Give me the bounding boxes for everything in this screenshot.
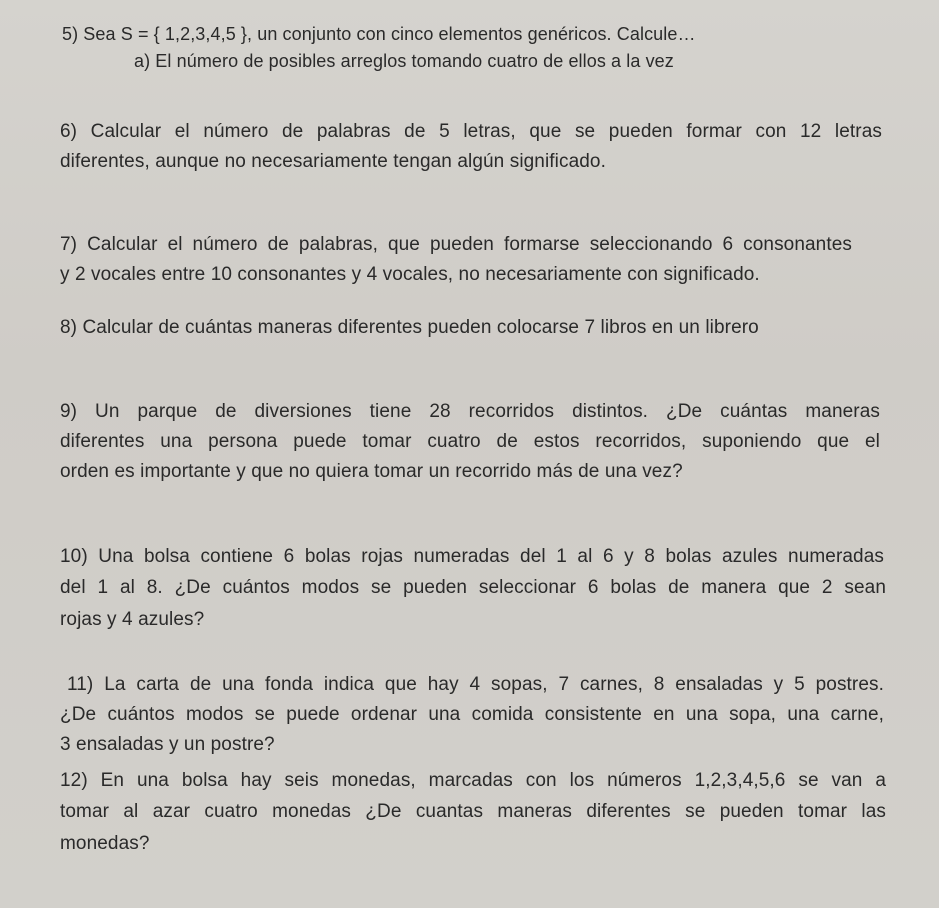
- exercise-9-line-2: diferentes una persona puede tomar cuatro de estos recorridos, suponiendo que el: [60, 431, 880, 452]
- exercise-7-line-1: 7) Calcular el número de palabras, que pueden formarse seleccionando 6 consonantes: [60, 234, 852, 255]
- exercise-11-line-1: 11) La carta de una fonda indica que hay 4 sopas, 7 carnes, 8 ensaladas y 5 postres.: [67, 674, 884, 695]
- exercise-11-line-3: 3 ensaladas y un postre?: [60, 734, 275, 755]
- exercise-12-line-1: 12) En una bolsa hay seis monedas, marcadas con los números 1,2,3,4,5,6 se van a: [60, 770, 886, 791]
- exercise-10-line-3: rojas y 4 azules?: [60, 609, 205, 630]
- exercise-8-line-1: 8) Calcular de cuántas maneras diferentes pueden colocarse 7 libros en un librero: [60, 317, 759, 338]
- exercise-6-line-2: diferentes, aunque no necesariamente tengan algún significado.: [60, 151, 606, 172]
- exercise-7-line-2: y 2 vocales entre 10 consonantes y 4 vocales, no necesariamente con significado.: [60, 264, 760, 285]
- exercise-9-line-3: orden es importante y que no quiera tomar un recorrido más de una vez?: [60, 461, 683, 482]
- exercise-12-line-3: monedas?: [60, 833, 150, 854]
- exercise-5-line-2: a) El número de posibles arreglos tomando cuatro de ellos a la vez: [134, 51, 674, 71]
- exercise-10-line-2: del 1 al 8. ¿De cuántos modos se pueden seleccionar 6 bolas de manera que 2 sean: [60, 577, 886, 598]
- exercise-12-line-2: tomar al azar cuatro monedas ¿De cuantas maneras diferentes se pueden tomar las: [60, 801, 886, 822]
- exercise-5-line-1: 5) Sea S = { 1,2,3,4,5 }, un conjunto con cinco elementos genéricos. Calcule…: [62, 24, 696, 44]
- exercise-11-line-2: ¿De cuántos modos se puede ordenar una comida consistente en una sopa, una carne,: [60, 704, 884, 725]
- exercise-9-line-1: 9) Un parque de diversiones tiene 28 recorridos distintos. ¿De cuántas maneras: [60, 401, 880, 422]
- exercise-10-line-1: 10) Una bolsa contiene 6 bolas rojas numeradas del 1 al 6 y 8 bolas azules numeradas: [60, 546, 884, 567]
- exercise-6-line-1: 6) Calcular el número de palabras de 5 letras, que se pueden formar con 12 letras: [60, 121, 882, 142]
